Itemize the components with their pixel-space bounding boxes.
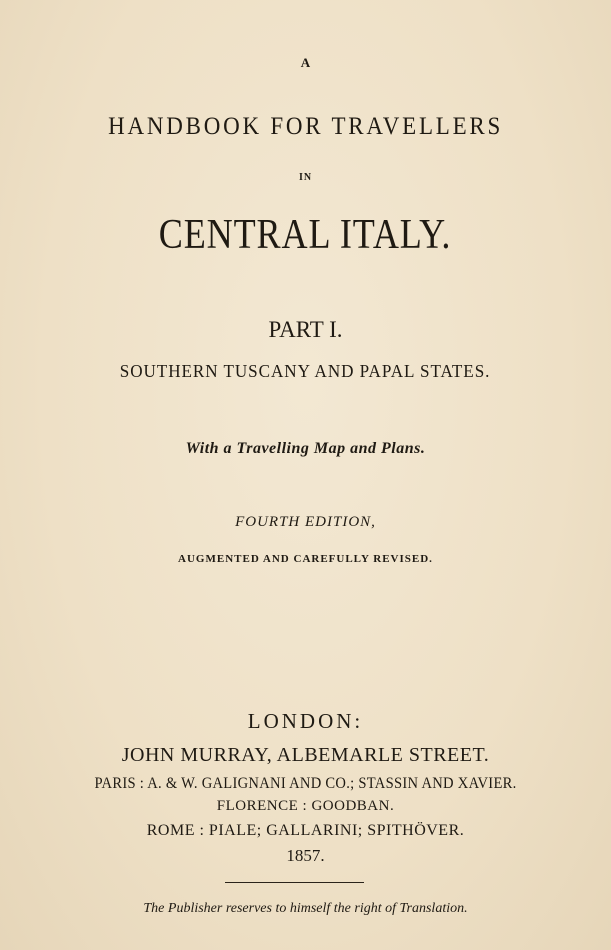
- title-line-1: HANDBOOK FOR TRAVELLERS: [108, 113, 503, 140]
- map-note: With a Travelling Map and Plans.: [185, 440, 426, 457]
- imprint-publisher: JOHN MURRAY, ALBEMARLE STREET.: [121, 744, 490, 766]
- title-article: A: [300, 55, 311, 70]
- subtitle: SOUTHERN TUSCANY AND PAPAL STATES.: [120, 361, 491, 381]
- imprint-year: 1857.: [286, 846, 325, 865]
- imprint-rome: ROME : PIALE; GALLARINI; SPITHÖVER.: [146, 822, 465, 839]
- imprint-city: LONDON:: [247, 709, 364, 733]
- rights-notice: The Publisher reserves to himself the right of Translation.: [143, 901, 468, 916]
- imprint-paris: PARIS : A. & W. GALIGNANI AND CO.; STASSIN AND XAVIER.: [94, 775, 517, 792]
- divider-rule: [225, 882, 364, 883]
- title-preposition: IN: [298, 172, 313, 183]
- imprint-florence: FLORENCE : GOODBAN.: [216, 798, 395, 814]
- title-line-2: CENTRAL ITALY.: [159, 212, 452, 258]
- part-heading: PART I.: [268, 317, 343, 342]
- edition-note: AUGMENTED AND CAREFULLY REVISED.: [178, 553, 433, 565]
- edition: FOURTH EDITION,: [235, 514, 376, 530]
